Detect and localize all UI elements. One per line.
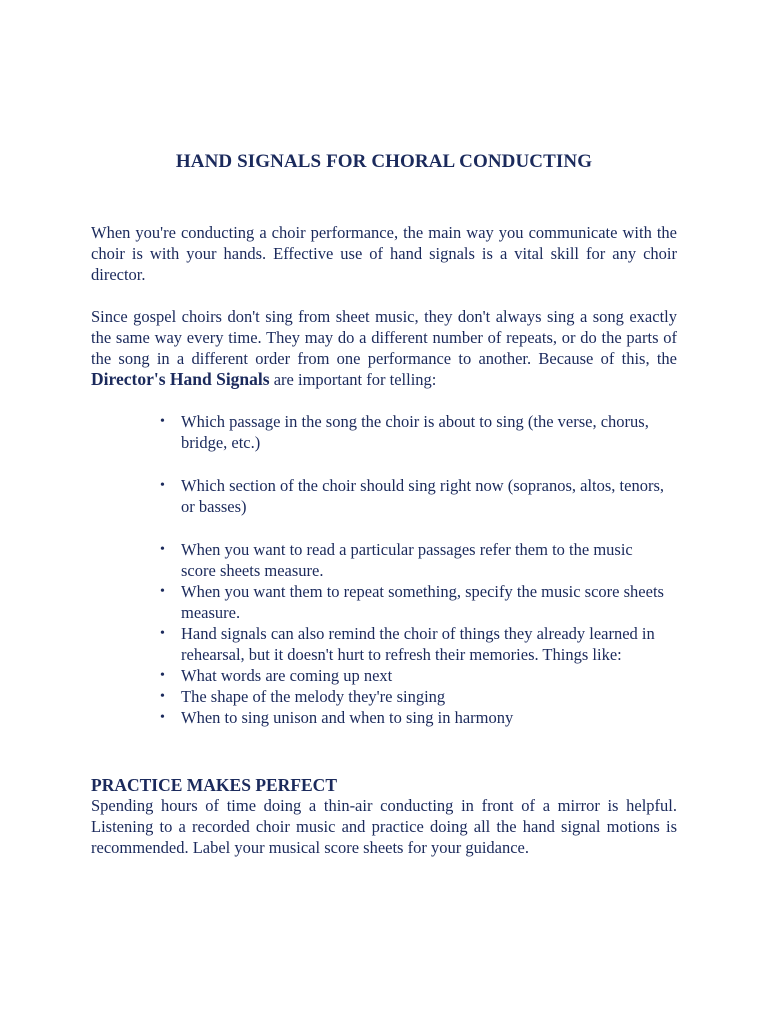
directors-hand-signals-emphasis: Director's Hand Signals [91, 369, 270, 389]
bullet-text: Which passage in the song the choir is about to sing (the verse, chorus, bridge, etc.) [181, 412, 649, 452]
bullet-text: The shape of the melody they're singing [181, 687, 446, 706]
bullet-text: When you want them to repeat something, specify the music score sheets measure. [181, 582, 664, 622]
bullet-item [0, 623, 671, 665]
bullet-list-section [0, 475, 768, 517]
bullet-icon: • [160, 414, 165, 429]
bullet-icon: • [160, 542, 165, 557]
bullet-icon: • [160, 626, 165, 641]
bullet-text: What words are coming up next [181, 666, 393, 685]
second-paragraph-text-after: are important for telling: [269, 370, 437, 389]
bullet-text: Which section of the choir should sing right now (sopranos, altos, tenors, or basses) [181, 476, 665, 516]
bullet-text: When to sing unison and when to sing in harmony [181, 708, 514, 727]
bullet-item [0, 539, 671, 581]
bullet-icon: • [160, 478, 165, 493]
second-paragraph-text-before: Since gospel choirs don't sing from sheet music, they don't always sing a song exactly the same way every time. They may do a different number of repeats, or do the parts of the song in a different order from one performance to another. Because of this, the [91, 307, 677, 368]
bullet-list-passage [0, 411, 768, 453]
bullet-item [0, 581, 671, 623]
bullet-item [0, 707, 671, 728]
bullet-item [0, 411, 671, 453]
bullet-text: Hand signals can also remind the choir of things they already learned in rehearsal, but it doesn't hurt to refresh their memories. Things like: [181, 624, 655, 664]
bullet-icon: • [160, 710, 165, 725]
second-paragraph [91, 306, 677, 390]
section-heading-practice: PRACTICE MAKES PERFECT [91, 775, 337, 795]
closing-paragraph: Spending hours of time doing a thin-air conducting in front of a mirror is helpful. Listening to a recorded choir music and practice doing all the hand signal motions is recommended. Label your musical score sheets for your guidance. [91, 796, 677, 857]
bullet-list-reminders [0, 539, 768, 728]
bullet-item [0, 665, 671, 686]
bullet-item [0, 475, 671, 517]
bullet-icon: • [160, 668, 165, 683]
intro-paragraph: When you're conducting a choir performance, the main way you communicate with the choir is with your hands. Effective use of hand signals is a vital skill for any choir director. [91, 223, 677, 284]
bullet-item [0, 686, 671, 707]
bullet-icon: • [160, 584, 165, 599]
bullet-icon: • [160, 689, 165, 704]
page-title: HAND SIGNALS FOR CHORAL CONDUCTING [175, 151, 593, 172]
bullet-text: When you want to read a particular passages refer them to the music score sheets measure. [181, 540, 633, 580]
